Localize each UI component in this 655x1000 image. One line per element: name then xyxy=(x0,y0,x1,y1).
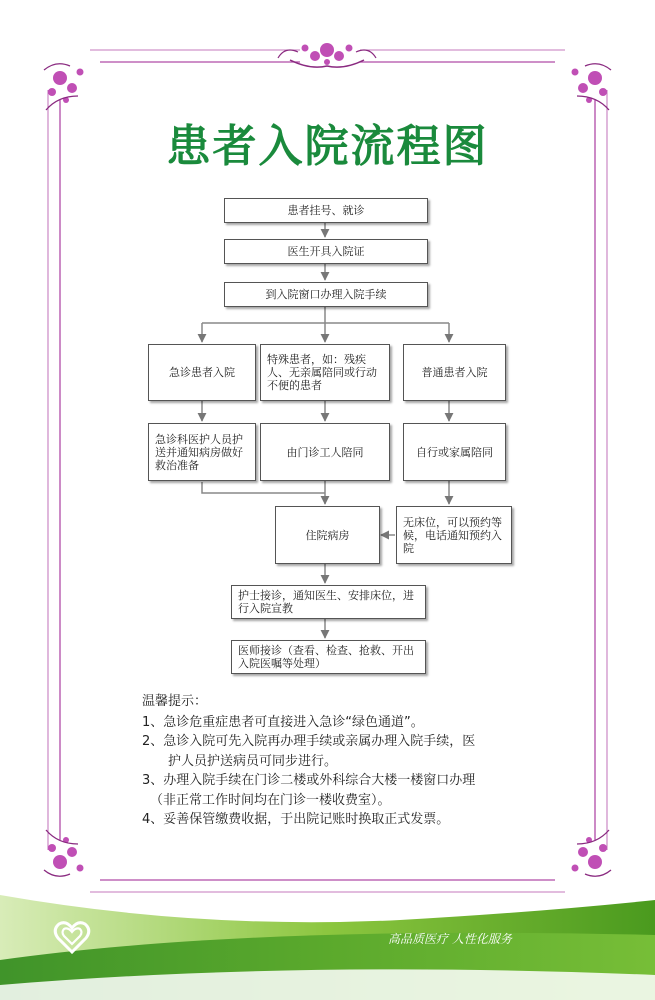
nurse-reception: 护士接诊，通知医生、安排床位，进行入院宣教 xyxy=(231,585,426,619)
tip-2b: 护人员护送病员可同步进行。 xyxy=(168,753,338,769)
step-register: 患者挂号、就诊 xyxy=(224,198,428,223)
corner-ornament-top-right xyxy=(572,64,612,110)
branch-normal: 普通患者入院 xyxy=(403,344,506,401)
emergency-escort: 急诊科医护人员护送并通知病房做好救治准备 xyxy=(148,423,256,481)
step-admission-certificate: 医生开具入院证 xyxy=(224,239,428,264)
corner-ornament-bottom-right xyxy=(572,830,612,876)
warm-tips xyxy=(142,692,562,830)
branch-special: 特殊患者，如：残疾人、无亲属陪同或行动不便的患者 xyxy=(260,344,390,401)
inpatient-ward: 住院病房 xyxy=(275,506,380,564)
footer-green-band xyxy=(0,895,655,1000)
tip-3a: 3、办理入院手续在门诊二楼或外科综合大楼一楼窗口办理 xyxy=(142,773,476,788)
tip-1: 1、急诊危重症患者可直接进入急诊“绿色通道”。 xyxy=(142,714,424,730)
corner-ornament-top-left xyxy=(44,64,84,110)
heart-logo-icon xyxy=(52,918,92,958)
no-bed-waitlist: 无床位，可以预约等候，电话通知预约入院 xyxy=(396,506,512,564)
tip-3b: （非正常工作时间均在门诊一楼收费室）。 xyxy=(150,792,391,808)
branch-emergency: 急诊患者入院 xyxy=(148,344,256,401)
page-title: 患者入院流程图 xyxy=(166,121,489,172)
corner-ornament-bottom-left xyxy=(44,830,84,876)
tip-2a: 2、急诊入院可先入院再办理手续或亲属办理入院手续，医 xyxy=(142,734,476,749)
top-flower-ornament xyxy=(278,43,376,67)
special-escort: 由门诊工人陪同 xyxy=(260,423,390,481)
tips-heading: 温馨提示： xyxy=(142,694,208,709)
footer-slogan: 高品质医疗 人性化服务 xyxy=(388,932,512,946)
normal-escort: 自行或家属陪同 xyxy=(403,423,506,481)
step-admission-window: 到入院窗口办理入院手续 xyxy=(224,282,428,307)
doctor-reception: 医师接诊（查看、检查、抢救、开出入院医嘱等处理） xyxy=(231,640,426,674)
tip-4: 4、妥善保管缴费收据，于出院记账时换取正式发票。 xyxy=(142,812,450,827)
